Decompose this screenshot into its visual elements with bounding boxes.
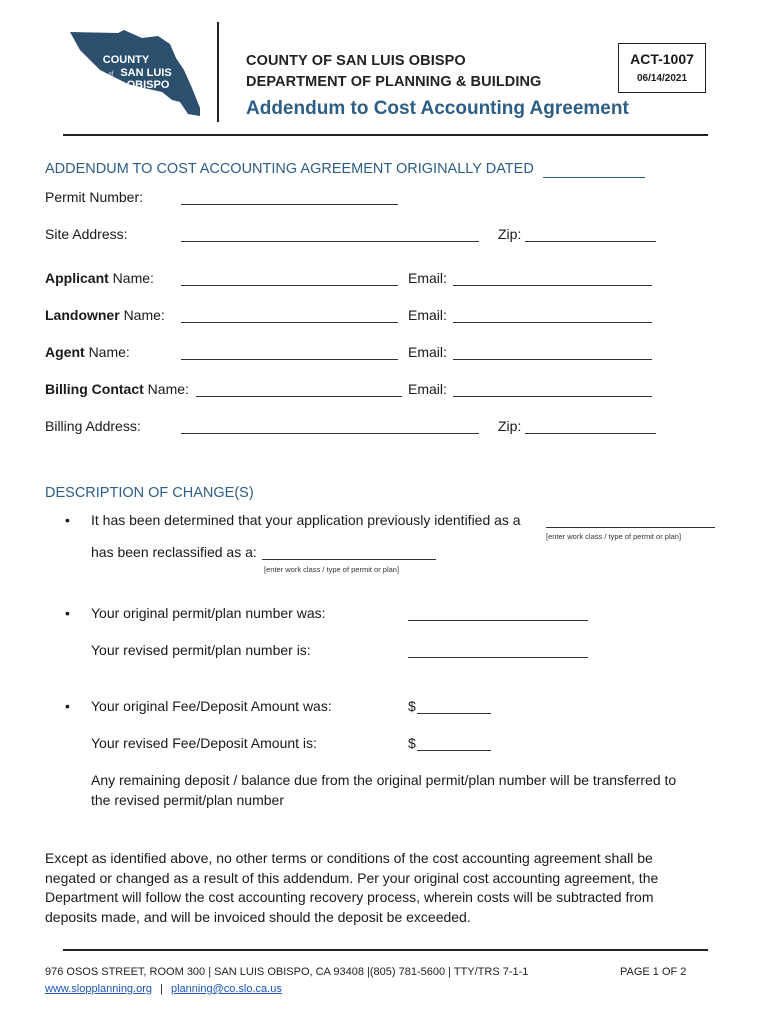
work-class-hint-2: [enter work class / type of permit or plan] xyxy=(264,565,400,574)
landowner-name-field[interactable] xyxy=(181,308,398,323)
work-class-hint-1: [enter work class / type of permit or plan] xyxy=(546,532,682,541)
original-permit-label: Your original permit/plan number was: xyxy=(91,605,326,621)
permit-number-label: Permit Number: xyxy=(45,189,144,205)
logo-line3: OBISPO xyxy=(126,79,170,91)
billing-email-field[interactable] xyxy=(453,382,652,397)
landowner-label xyxy=(45,307,165,323)
billing-zip-field[interactable] xyxy=(525,419,656,434)
email-link[interactable]: planning@co.slo.ca.us xyxy=(171,983,282,995)
applicant-email-label: Email: xyxy=(408,270,447,286)
billing-address-field[interactable] xyxy=(181,419,479,434)
applicant-name-suffix: Name: xyxy=(112,270,154,286)
reclassified-work-class-field[interactable] xyxy=(262,545,436,560)
bullet-3: • xyxy=(65,698,70,714)
site-address-label: Site Address: xyxy=(45,226,128,242)
header-rule xyxy=(63,134,708,136)
previously-identified-text: It has been determined that your application previously identified as a xyxy=(91,512,521,528)
logo-line1: COUNTY xyxy=(102,54,150,66)
revised-fee-dollar: $ xyxy=(408,735,416,751)
bullet-2: • xyxy=(65,605,70,621)
footer-separator: | xyxy=(160,983,163,995)
revised-fee-field[interactable] xyxy=(417,736,491,751)
previous-work-class-field[interactable] xyxy=(546,513,715,528)
logo-of: of xyxy=(108,71,114,77)
billing-email-label: Email: xyxy=(408,381,447,397)
closing-paragraph: Except as identified above, no other terms or conditions of the cost accounting agreement shall be negated or changed as a result of this addendum. Per your original cost accounting agreement, the Department will follow the cost accounting recovery process, wherein costs will be subtracted from deposits made, and will be invoiced should the deposit be exceeded. xyxy=(45,850,659,925)
original-fee-field[interactable] xyxy=(417,699,491,714)
billing-name-suffix: Name: xyxy=(147,381,189,397)
form-date: 06/14/2021 xyxy=(636,73,688,84)
footer-links xyxy=(45,983,282,995)
org-line1: COUNTY OF SAN LUIS OBISPO xyxy=(246,53,466,69)
landowner-email-field[interactable] xyxy=(453,308,652,323)
revised-permit-label: Your revised permit/plan number is: xyxy=(91,642,311,658)
form-id-box xyxy=(618,43,706,93)
billing-zip-label: Zip: xyxy=(498,418,522,434)
header-divider xyxy=(217,22,219,122)
site-address-field[interactable] xyxy=(181,227,479,242)
footer-rule xyxy=(63,949,708,951)
bullet-1: • xyxy=(65,512,70,528)
billing-contact-name-field[interactable] xyxy=(196,382,402,397)
billing-bold: Billing Contact xyxy=(45,381,144,397)
agent-name-field[interactable] xyxy=(181,345,398,360)
agent-email-field[interactable] xyxy=(453,345,652,360)
org-line2: DEPARTMENT OF PLANNING & BUILDING xyxy=(246,74,542,90)
original-fee-dollar: $ xyxy=(408,698,416,714)
applicant-bold: Applicant xyxy=(45,270,109,286)
agent-email-label: Email: xyxy=(408,344,447,360)
reclassified-text: has been reclassified as a: xyxy=(91,544,257,560)
applicant-label xyxy=(45,270,154,286)
transfer-note-line1: Any remaining deposit / balance due from the original permit/plan number will be transferred to xyxy=(91,772,677,788)
agent-label xyxy=(45,344,130,360)
logo-line2: SAN LUIS xyxy=(120,67,172,79)
original-permit-field[interactable] xyxy=(408,606,588,621)
page-title: Addendum to Cost Accounting Agreement xyxy=(246,98,629,119)
original-date-field[interactable] xyxy=(543,163,645,178)
landowner-name-suffix: Name: xyxy=(123,307,165,323)
billing-address-label: Billing Address: xyxy=(45,418,141,434)
site-zip-field[interactable] xyxy=(525,227,656,242)
permit-number-field[interactable] xyxy=(181,190,398,205)
original-fee-label: Your original Fee/Deposit Amount was: xyxy=(91,698,332,714)
revised-permit-field[interactable] xyxy=(408,643,588,658)
transfer-note-line2: the revised permit/plan number xyxy=(91,792,284,808)
section2-heading: DESCRIPTION OF CHANGE(S) xyxy=(45,485,254,501)
landowner-bold: Landowner xyxy=(45,307,120,323)
form-number: ACT-1007 xyxy=(630,51,694,67)
page-number: PAGE 1 OF 2 xyxy=(620,966,687,978)
footer-address: 976 OSOS STREET, ROOM 300 | SAN LUIS OBISPO, CA 93408 |(805) 781-5600 | TTY/TRS 7-1-1 xyxy=(45,966,529,978)
agent-name-suffix: Name: xyxy=(88,344,130,360)
website-link[interactable]: www.slopplanning.org xyxy=(45,983,153,995)
site-zip-label: Zip: xyxy=(498,226,522,242)
billing-contact-label xyxy=(45,381,189,397)
county-logo xyxy=(66,30,202,118)
section1-heading: ADDENDUM TO COST ACCOUNTING AGREEMENT ORIGINALLY DATED xyxy=(45,161,534,177)
agent-bold: Agent xyxy=(45,344,85,360)
applicant-email-field[interactable] xyxy=(453,271,652,286)
applicant-name-field[interactable] xyxy=(181,271,398,286)
landowner-email-label: Email: xyxy=(408,307,447,323)
revised-fee-label: Your revised Fee/Deposit Amount is: xyxy=(91,735,317,751)
